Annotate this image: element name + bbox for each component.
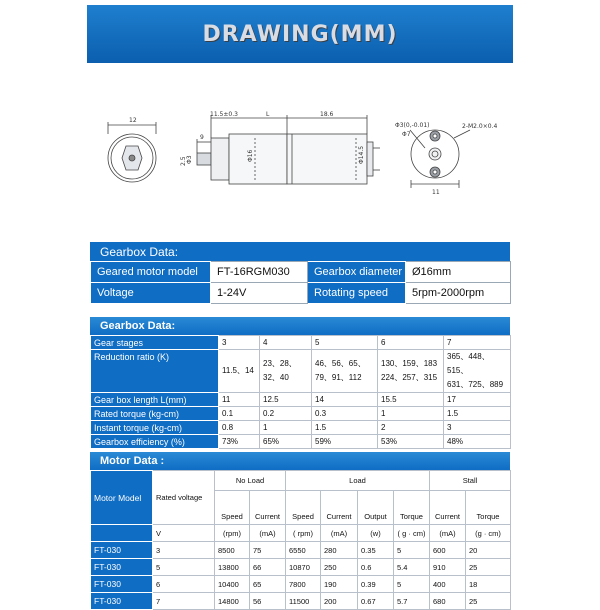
field-label: Geared motor model — [91, 262, 211, 283]
table-cell: 0.8 — [219, 421, 260, 435]
table-row — [91, 542, 511, 559]
table-cell: 190 — [321, 576, 358, 593]
field-value: 1-24V — [211, 283, 308, 304]
table-cell: 1.5 — [312, 421, 378, 435]
table-cell: 0.39 — [358, 576, 394, 593]
row-label: Rated torque (kg-cm) — [91, 407, 219, 421]
table-cell: 59% — [312, 435, 378, 449]
motor-side-view — [197, 115, 380, 184]
table-row — [91, 559, 511, 576]
motor-data-table — [90, 452, 510, 610]
motor-model-cell: FT-030 — [91, 576, 153, 593]
dim-label: 9 — [200, 134, 204, 141]
table-cell: 25 — [466, 559, 511, 576]
table-row — [91, 262, 511, 283]
gear-end-view — [108, 122, 156, 182]
table-cell: 3 — [444, 421, 511, 435]
table-cell: 48% — [444, 435, 511, 449]
field-label: Voltage — [91, 283, 211, 304]
table-cell: 5 — [394, 576, 430, 593]
unit-cell: V — [153, 525, 215, 542]
motor-model-header: Motor Model — [91, 471, 153, 525]
dim-label: Φ3 — [186, 155, 193, 164]
column-header: Speed — [286, 491, 321, 525]
motor-model-cell: FT-030 — [91, 593, 153, 610]
table-cell: 5.7 — [394, 593, 430, 610]
load-header: Load — [286, 471, 430, 491]
table-row — [91, 283, 511, 304]
rated-voltage-header: Rated voltage — [153, 471, 215, 525]
no-load-header: No Load — [215, 471, 286, 491]
unit-cell: (mA) — [430, 525, 466, 542]
column-header: Current — [321, 491, 358, 525]
column-header: Current — [430, 491, 466, 525]
table-cell: 65 — [250, 576, 286, 593]
table-cell: 4 — [260, 336, 312, 350]
unit-cell: (rpm) — [215, 525, 250, 542]
banner-title: DRAWING(MM) — [202, 21, 398, 47]
table-cell: 66 — [250, 559, 286, 576]
table-cell: 0.6 — [358, 559, 394, 576]
motor-model-cell: FT-030 — [91, 559, 153, 576]
unit-cell: (mA) — [250, 525, 286, 542]
row-label: Reduction ratio (K) — [91, 350, 219, 393]
table-cell: 65% — [260, 435, 312, 449]
table-cell: 20 — [466, 542, 511, 559]
table-cell: 680 — [430, 593, 466, 610]
table-cell: 0.3 — [312, 407, 378, 421]
table-cell: 1.5 — [444, 407, 511, 421]
table-row — [91, 593, 511, 610]
table-cell: 0.1 — [219, 407, 260, 421]
table-row — [91, 576, 511, 593]
dim-label: 11.5±0.3 — [210, 111, 238, 118]
table-cell: 5 — [312, 336, 378, 350]
units-row — [91, 525, 511, 542]
table-cell: 73% — [219, 435, 260, 449]
table-cell: 75 — [250, 542, 286, 559]
table-row — [91, 336, 511, 350]
row-label: Gear stages — [91, 336, 219, 350]
table-cell: 2 — [378, 421, 444, 435]
table-cell: 130、159、183 224、257、315 — [378, 350, 444, 393]
table-cell: 14 — [312, 393, 378, 407]
motor-model-cell: FT-030 — [91, 542, 153, 559]
table-cell: 7 — [153, 593, 215, 610]
dim-label: 12 — [129, 117, 137, 124]
table-cell: 23、28、 32、40 — [260, 350, 312, 393]
table-cell: 11500 — [286, 593, 321, 610]
field-value: 5rpm-2000rpm — [406, 283, 511, 304]
table-cell: 12.5 — [260, 393, 312, 407]
table-cell: 3 — [219, 336, 260, 350]
dim-label: Φ14.5 — [358, 145, 365, 164]
row-label: Gearbox efficiency (%) — [91, 435, 219, 449]
table-cell: 10400 — [215, 576, 250, 593]
field-label: Rotating speed — [308, 283, 406, 304]
stall-header: Stall — [430, 471, 511, 491]
table-cell: 0.35 — [358, 542, 394, 559]
table-cell: 6 — [378, 336, 444, 350]
field-label: Gearbox diameter — [308, 262, 406, 283]
table-cell: 7800 — [286, 576, 321, 593]
table-cell: 5 — [153, 559, 215, 576]
table-cell: 0.2 — [260, 407, 312, 421]
table-cell: 10870 — [286, 559, 321, 576]
unit-cell: (w) — [358, 525, 394, 542]
table-cell: 46、56、65、 79、91、112 — [312, 350, 378, 393]
table-cell: 11.5、14 — [219, 350, 260, 393]
gearbox-summary-table — [90, 242, 510, 304]
dim-label: 2-M2.0×0.4 — [462, 123, 498, 130]
table-cell: 5.4 — [394, 559, 430, 576]
column-header: Current — [250, 491, 286, 525]
table-cell: 5 — [394, 542, 430, 559]
table-row — [91, 350, 511, 393]
table-cell: 280 — [321, 542, 358, 559]
motor-data-title: Motor Data : — [90, 452, 510, 470]
dim-label: Φ16 — [247, 149, 254, 162]
table-row — [91, 407, 511, 421]
row-label: Instant torque (kg-cm) — [91, 421, 219, 435]
table-cell: 17 — [444, 393, 511, 407]
gearbox-data-title: Gearbox Data: — [90, 317, 510, 335]
table-row — [91, 421, 511, 435]
table-cell: 13800 — [215, 559, 250, 576]
table-cell: 1 — [260, 421, 312, 435]
column-header: Torque — [466, 491, 511, 525]
unit-cell: (mA) — [321, 525, 358, 542]
column-header: Torque — [394, 491, 430, 525]
dim-label: 2.5 — [180, 156, 187, 166]
column-header: Speed — [215, 491, 250, 525]
table-cell: 910 — [430, 559, 466, 576]
row-label: Gear box length L(mm) — [91, 393, 219, 407]
field-value: Ø16mm — [406, 262, 511, 283]
table-cell: 7 — [444, 336, 511, 350]
unit-cell: ( g · cm) — [394, 525, 430, 542]
dim-label: L — [266, 111, 270, 118]
table-cell: 400 — [430, 576, 466, 593]
table-cell: 14800 — [215, 593, 250, 610]
table-cell: 3 — [153, 542, 215, 559]
dim-label: Φ7 — [402, 131, 411, 138]
table-cell: 15.5 — [378, 393, 444, 407]
table-cell: 8500 — [215, 542, 250, 559]
table-cell: 1 — [378, 407, 444, 421]
table-cell: 365、448、515、 631、725、889 — [444, 350, 511, 393]
table-cell: 56 — [250, 593, 286, 610]
gearbox-data-table — [90, 317, 510, 449]
technical-drawing — [90, 108, 510, 203]
table-cell: 25 — [466, 593, 511, 610]
table-cell: 250 — [321, 559, 358, 576]
gearbox-summary-title: Gearbox Data: — [90, 242, 510, 261]
table-cell: 18 — [466, 576, 511, 593]
field-value: FT-16RGM030 — [211, 262, 308, 283]
table-cell: 11 — [219, 393, 260, 407]
column-header: Output — [358, 491, 394, 525]
motor-end-view — [410, 130, 470, 188]
dim-label: Φ3(0,-0.01) — [395, 122, 430, 129]
unit-cell: (g · cm) — [466, 525, 511, 542]
table-cell: 6 — [153, 576, 215, 593]
dim-label: 11 — [432, 189, 440, 196]
table-cell: 0.67 — [358, 593, 394, 610]
table-cell: 53% — [378, 435, 444, 449]
dim-label: 18.6 — [320, 111, 334, 118]
header-row — [91, 471, 511, 491]
unit-cell: ( rpm) — [286, 525, 321, 542]
drawing-banner — [87, 5, 513, 63]
table-cell: 6550 — [286, 542, 321, 559]
table-cell: 200 — [321, 593, 358, 610]
table-row — [91, 393, 511, 407]
table-row — [91, 435, 511, 449]
table-cell: 600 — [430, 542, 466, 559]
